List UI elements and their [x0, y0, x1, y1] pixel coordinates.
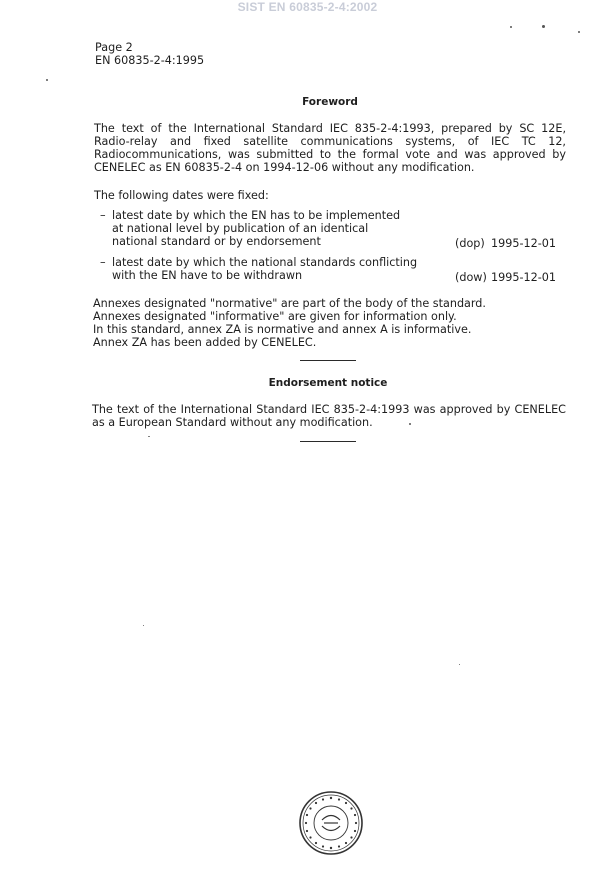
date-item-line: latest date by which the EN has to be implemented: [112, 209, 401, 222]
section-divider: [300, 360, 356, 361]
foreword-heading: Foreword: [302, 96, 358, 108]
dates-intro: The following dates were fixed:: [94, 189, 269, 202]
list-bullet: –: [100, 209, 106, 222]
date-item-line: latest date by which the national standards conflicting: [112, 256, 418, 269]
annex-line: Annex ZA has been added by CENELEC.: [93, 336, 317, 349]
scan-speck: [510, 26, 512, 28]
scan-speck: [46, 79, 48, 81]
date-item-line: national standard or by endorsement: [112, 235, 321, 248]
scan-speck: [409, 423, 411, 425]
stamp-seal: [298, 790, 364, 856]
document-id: EN 60835-2-4:1995: [95, 54, 205, 67]
annex-line: Annexes designated "informative" are given for information only.: [93, 310, 457, 323]
date-code: (dow): [455, 271, 487, 284]
date-item-line: with the EN have to be withdrawn: [112, 269, 303, 282]
date-item-line: at national level by publication of an identical: [112, 222, 369, 235]
annex-line: Annexes designated "normative" are part of the body of the standard.: [93, 297, 486, 310]
date-code: (dop): [455, 237, 485, 250]
date-value: 1995-12-01: [491, 271, 557, 284]
page-number: Page 2: [95, 41, 133, 54]
endorsement-paragraph: The text of the International Standard IEC 835-2-4:1993 was approved by CENELEC as a European Standard without any modification.: [92, 403, 566, 429]
date-value: 1995-12-01: [491, 237, 557, 250]
list-bullet: –: [100, 256, 106, 269]
foreword-paragraph: The text of the International Standard IEC 835-2-4:1993, prepared by SC 12E, Radio-relay and fixed satellite communications systems, of IEC TC 12, Radiocommunications, was submitted to the formal vote and was approved by CENELEC as EN 60835-2-4 on 1994-12-06 without any modification.: [94, 122, 566, 174]
scan-speck: [578, 31, 580, 33]
scan-speck: [459, 664, 460, 665]
endorsement-heading: Endorsement notice: [268, 377, 388, 389]
section-divider: [300, 441, 356, 442]
scan-speck: [148, 436, 150, 437]
annex-line: In this standard, annex ZA is normative and annex A is informative.: [93, 323, 472, 336]
watermark: SIST EN 60835-2-4:2002: [237, 0, 378, 14]
scan-speck: [542, 25, 545, 28]
scan-speck: [143, 625, 144, 626]
